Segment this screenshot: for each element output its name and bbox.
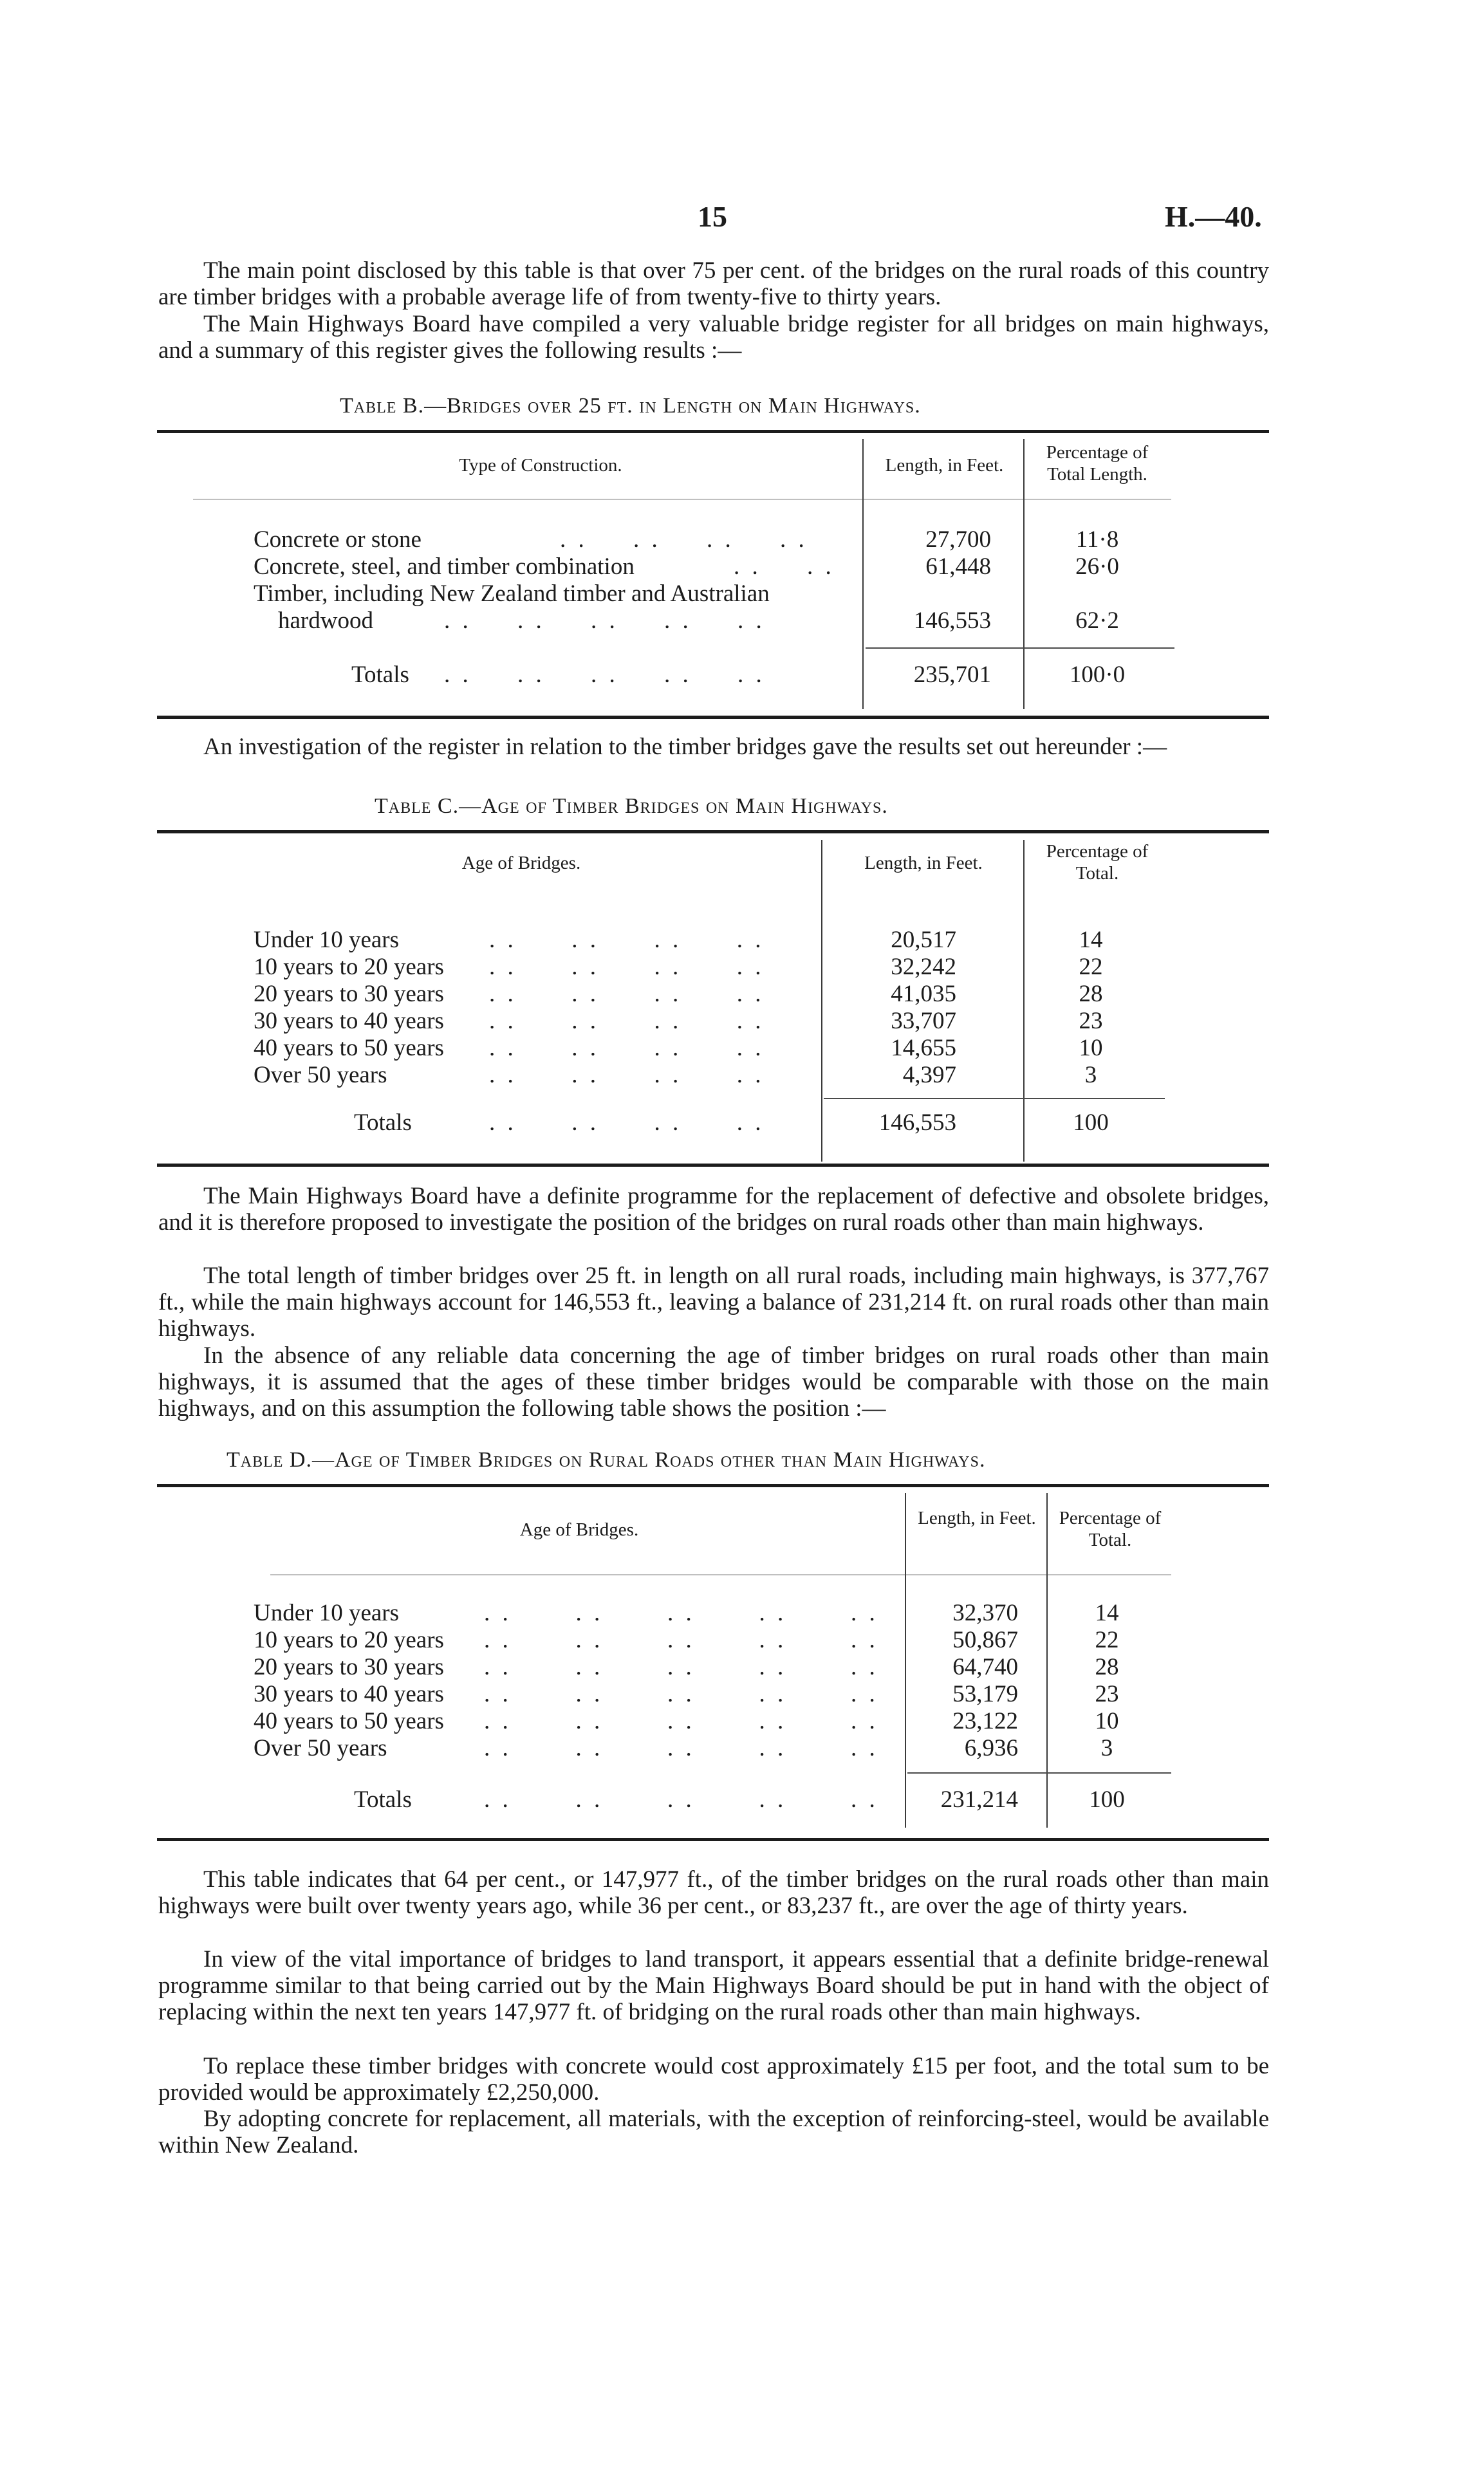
table-c-row-4-length: 33,707: [891, 1008, 956, 1034]
page-number: 15: [698, 200, 727, 233]
table-c-caption: Table C.—Age of Timber Bridges on Main Highways.: [375, 794, 888, 818]
table-b-bottom-rule: [157, 716, 1269, 719]
table-d-row-4-length: 53,179: [952, 1681, 1018, 1707]
table-c-row-5-length: 14,655: [891, 1035, 956, 1061]
table-b-totals-label: Totals: [351, 662, 409, 688]
intro-paragraph-2: The Main Highways Board have compiled a very valuable bridge register for all bridges on main highways, and a summary of this register gives the following results :—: [158, 311, 1269, 364]
table-b-top-rule: [157, 430, 1269, 433]
table-c-totals-length: 146,553: [878, 1109, 956, 1136]
table-d-col-divider-1: [905, 1493, 906, 1828]
table-c-row-6-length: 4,397: [902, 1062, 956, 1088]
table-d-row-5-percentage: 10: [1095, 1708, 1119, 1734]
table-d-header-length: Length, in Feet.: [918, 1508, 1036, 1528]
table-c-row-6-label: Over 50 years: [254, 1062, 387, 1088]
table-c-row-3-leader: . . . . . . . .: [489, 981, 765, 1007]
table-b-header-type: Type of Construction.: [459, 455, 622, 476]
table-c-row-1-percentage: 14: [1079, 927, 1103, 953]
table-c-header-age: Age of Bridges.: [461, 853, 581, 873]
table-b-col-divider-2: [1023, 439, 1025, 709]
table-c-row-5-percentage: 10: [1079, 1035, 1103, 1061]
table-d-row-5-leader: . . . . . . . . . .: [484, 1708, 878, 1734]
table-b-totals-leader: . . . . . . . . . .: [444, 662, 765, 688]
table-d-totals-label: Totals: [354, 1786, 412, 1813]
table-c-top-rule: [157, 830, 1269, 833]
table-d-row-6-length: 6,936: [964, 1735, 1018, 1761]
table-b-row-3-length: 146,553: [913, 608, 991, 634]
table-c-row-5-label: 40 years to 50 years: [254, 1035, 444, 1061]
table-c-totals-leader: . . . . . . . .: [489, 1109, 765, 1136]
table-d-header-percentage: Percentage of Total.: [1059, 1508, 1162, 1550]
table-b-totals-percentage: 100·0: [1069, 662, 1126, 688]
table-b-header-length: Length, in Feet.: [885, 455, 1004, 476]
table-c-row-3-length: 41,035: [891, 981, 956, 1007]
table-c-col-divider-1: [821, 840, 822, 1162]
table-d-row-5-label: 40 years to 50 years: [254, 1708, 444, 1734]
table-d-bottom-rule: [157, 1838, 1269, 1841]
table-b-row-2-leader: . . . .: [734, 553, 835, 580]
table-b-row-3-label-cont: hardwood: [278, 608, 373, 634]
table-d-row-3-label: 20 years to 30 years: [254, 1654, 444, 1680]
table-c-row-5-leader: . . . . . . . .: [489, 1035, 765, 1061]
table-c-row-3-label: 20 years to 30 years: [254, 981, 444, 1007]
conclusion-paragraph-4: By adopting concrete for replacement, all materials, with the exception of reinforcing-steel, would be available within New Zealand.: [158, 2106, 1269, 2158]
table-d-row-2-percentage: 22: [1095, 1627, 1119, 1653]
table-d-row-6-leader: . . . . . . . . . .: [484, 1735, 878, 1761]
table-c-row-4-label: 30 years to 40 years: [254, 1008, 444, 1034]
table-c-row-2-length: 32,242: [891, 954, 956, 980]
table-d-row-4-label: 30 years to 40 years: [254, 1681, 444, 1707]
conclusion-paragraph-1: This table indicates that 64 per cent., or 147,977 ft., of the timber bridges on the rural roads other than main highways were built over twenty years ago, while 36 per cent., or 83,237 ft., are over the age of thirty years.: [158, 1866, 1269, 1919]
table-c-header-percentage: Percentage of Total.: [1046, 841, 1149, 884]
table-d-row-3-length: 64,740: [952, 1654, 1018, 1680]
table-c-row-4-leader: . . . . . . . .: [489, 1008, 765, 1034]
total-length-paragraph: The total length of timber bridges over 25 ft. in length on all rural roads, including main highways, is 377,767 ft., while the main highways account for 146,553 ft., leaving a balance of 231,214 ft. on rural roads other than main highways.: [158, 1263, 1269, 1342]
table-c-header-length: Length, in Feet.: [864, 853, 983, 873]
table-d-row-5-length: 23,122: [952, 1708, 1018, 1734]
table-d-header-rule: [270, 1574, 1171, 1575]
table-d-row-1-length: 32,370: [952, 1600, 1018, 1626]
table-d-row-6-percentage: 3: [1100, 1735, 1113, 1761]
table-b-caption: Table B.—Bridges over 25 ft. in Length on Main Highways.: [340, 394, 921, 418]
table-b-row-1-label: Concrete or stone: [254, 526, 422, 553]
table-c-row-1-length: 20,517: [891, 927, 956, 953]
table-c-row-2-leader: . . . . . . . .: [489, 954, 765, 980]
table-c-sum-rule: [824, 1098, 1165, 1099]
table-d-totals-length: 231,214: [940, 1786, 1018, 1813]
table-b-row-3-leader: . . . . . . . . . .: [444, 608, 765, 634]
table-d-row-4-leader: . . . . . . . . . .: [484, 1681, 878, 1707]
table-b-row-1-leader: . . . . . . . .: [560, 526, 808, 553]
table-d-row-3-percentage: 28: [1095, 1654, 1119, 1680]
table-b-sum-rule: [866, 647, 1174, 649]
table-d-row-2-length: 50,867: [952, 1627, 1018, 1653]
table-c-row-3-percentage: 28: [1079, 981, 1103, 1007]
table-c-row-1-leader: . . . . . . . .: [489, 927, 765, 953]
table-d-row-1-percentage: 14: [1095, 1600, 1119, 1626]
document-reference: H.—40.: [1165, 200, 1262, 233]
table-c-row-2-percentage: 22: [1079, 954, 1103, 980]
table-b-header-percentage: Percentage of Total Length.: [1046, 442, 1149, 485]
table-b-row-3-label: Timber, including New Zealand timber and Australian: [254, 580, 770, 607]
table-b-row-3-percentage: 62·2: [1075, 608, 1119, 634]
table-b-row-2-length: 61,448: [925, 553, 991, 580]
investigation-paragraph: An investigation of the register in relation to the timber bridges gave the results set out hereunder :—: [203, 734, 1167, 760]
table-b-row-1-length: 27,700: [925, 526, 991, 553]
table-c-row-1-label: Under 10 years: [254, 927, 400, 953]
table-c-col-divider-2: [1023, 840, 1025, 1162]
table-c-row-6-percentage: 3: [1084, 1062, 1097, 1088]
table-d-sum-rule: [907, 1772, 1171, 1774]
table-d-header-age: Age of Bridges.: [519, 1519, 639, 1540]
table-d-row-3-leader: . . . . . . . . . .: [484, 1654, 878, 1680]
table-c-row-2-label: 10 years to 20 years: [254, 954, 444, 980]
table-b-row-1-percentage: 11·8: [1075, 526, 1119, 553]
table-d-col-divider-2: [1046, 1493, 1048, 1828]
table-c-row-4-percentage: 23: [1079, 1008, 1103, 1034]
table-d-row-2-leader: . . . . . . . . . .: [484, 1627, 878, 1653]
table-d-caption: Table D.—Age of Timber Bridges on Rural Roads other than Main Highways.: [227, 1448, 986, 1472]
assumption-paragraph: In the absence of any reliable data concerning the age of timber bridges on rural roads other than main highways, it is assumed that the ages of these timber bridges would be comparable with those on the main highways, and on this assumption the following table shows the position :—: [158, 1342, 1269, 1422]
programme-paragraph: The Main Highways Board have a definite programme for the replacement of defective and obsolete bridges, and it is therefore proposed to investigate the position of the bridges on rural roads other than main highways.: [158, 1183, 1269, 1236]
table-d-row-4-percentage: 23: [1095, 1681, 1119, 1707]
table-b-totals-length: 235,701: [913, 662, 991, 688]
conclusion-paragraph-2: In view of the vital importance of bridges to land transport, it appears essential that a definite bridge-renewal programme similar to that being carried out by the Main Highways Board should be put in hand with the object of replacing within the next ten years 147,977 ft. of bridging on the rural roads other than main highways.: [158, 1946, 1269, 2025]
conclusion-paragraph-3: To replace these timber bridges with concrete would cost approximately £15 per foot, and the total sum to be provided would be approximately £2,250,000.: [158, 2053, 1269, 2106]
table-c-bottom-rule: [157, 1164, 1269, 1167]
table-c-totals-percentage: 100: [1073, 1109, 1109, 1136]
table-d-row-1-leader: . . . . . . . . . .: [484, 1600, 878, 1626]
table-b-header-rule: [193, 499, 1171, 500]
intro-paragraph-1: The main point disclosed by this table is that over 75 per cent. of the bridges on the rural roads of this country are timber bridges with a probable average life of from twenty-five to thirty years.: [158, 257, 1269, 310]
table-d-row-1-label: Under 10 years: [254, 1600, 400, 1626]
table-d-row-6-label: Over 50 years: [254, 1735, 387, 1761]
table-c-totals-label: Totals: [354, 1109, 412, 1136]
table-d-totals-leader: . . . . . . . . . .: [484, 1786, 878, 1813]
table-c-row-6-leader: . . . . . . . .: [489, 1062, 765, 1088]
table-b-row-2-label: Concrete, steel, and timber combination: [254, 553, 635, 580]
table-d-totals-percentage: 100: [1089, 1786, 1125, 1813]
table-b-row-2-percentage: 26·0: [1075, 553, 1119, 580]
table-d-row-2-label: 10 years to 20 years: [254, 1627, 444, 1653]
table-d-top-rule: [157, 1484, 1269, 1487]
